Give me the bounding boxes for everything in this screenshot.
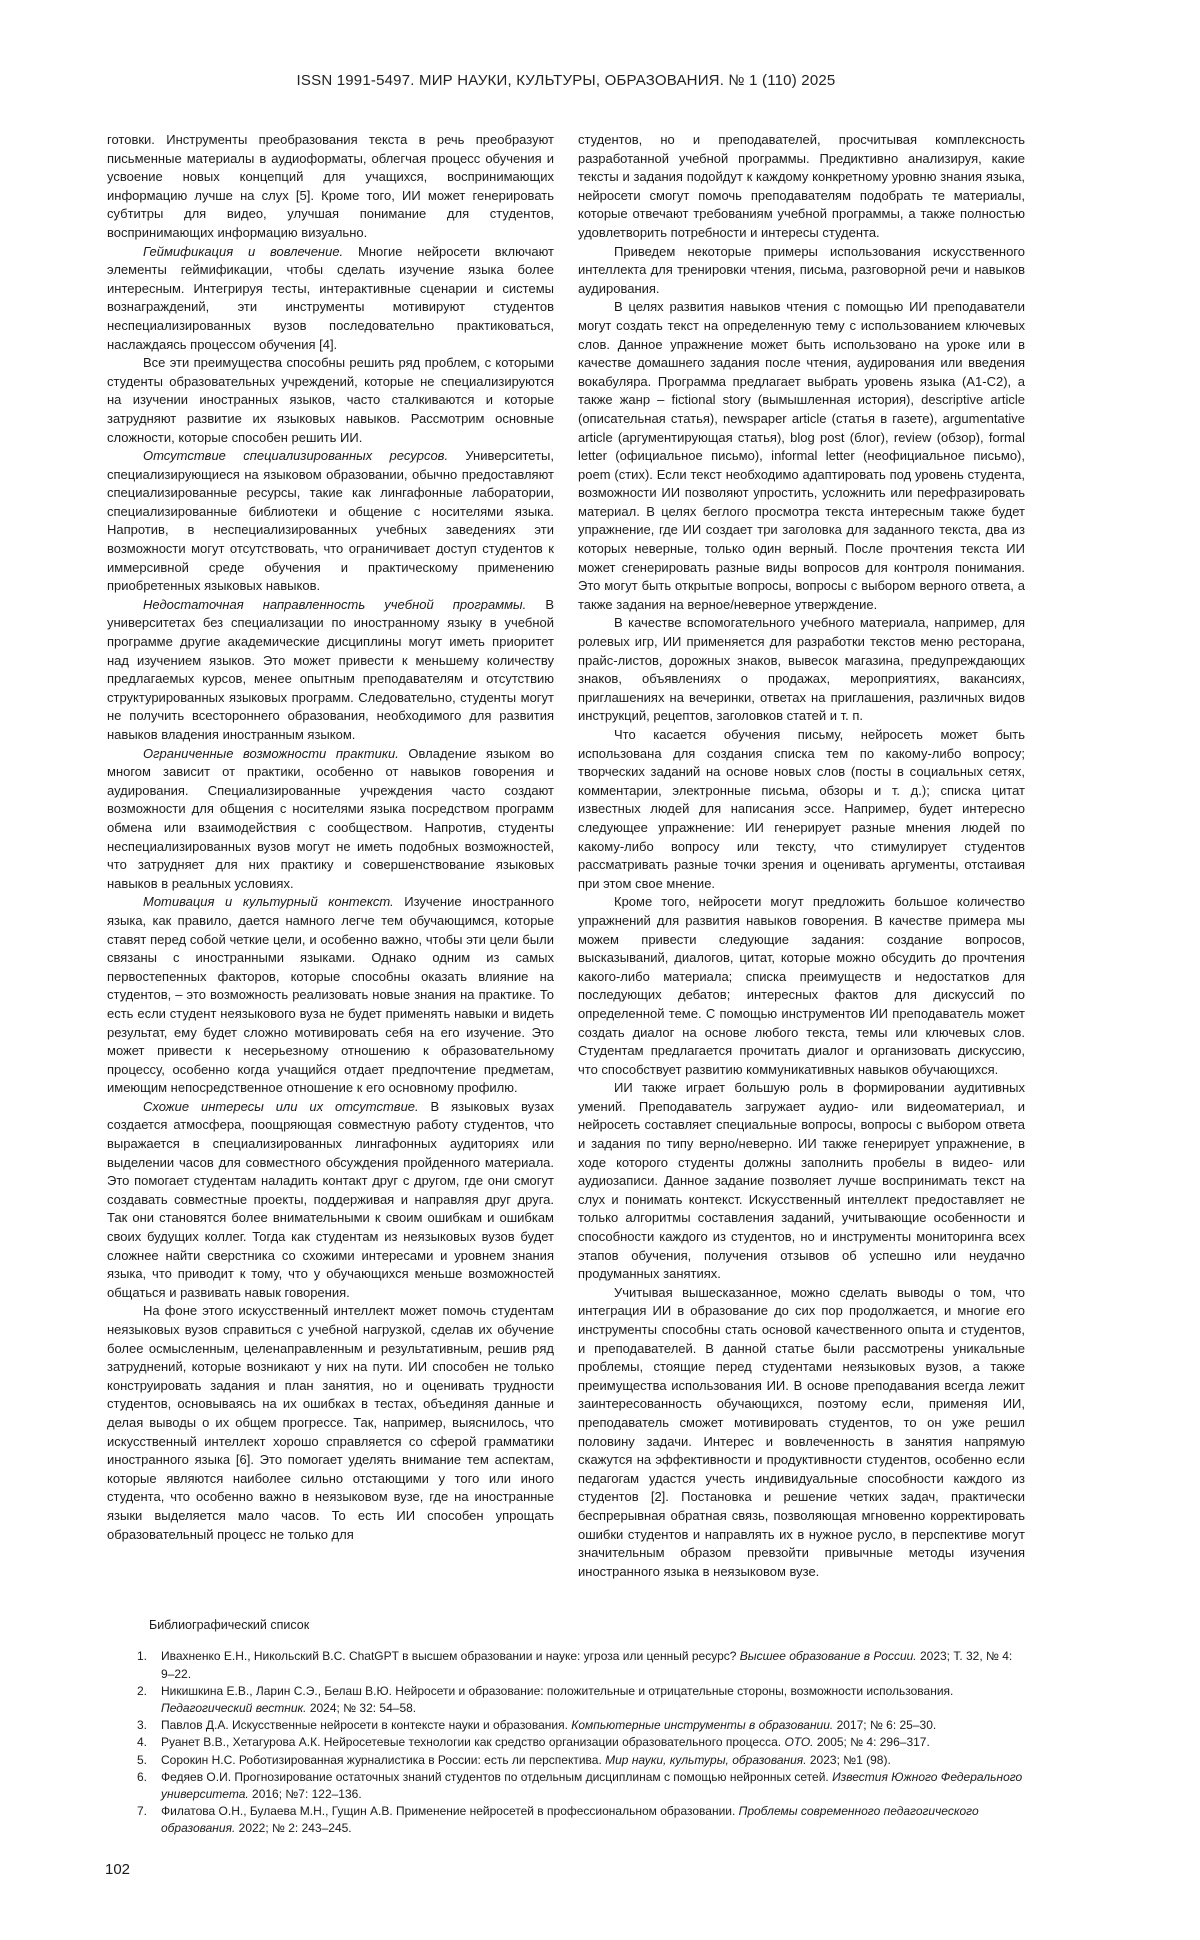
item-details: 2016; №7: 122–136.: [248, 1786, 362, 1801]
bibliography-item: [137, 1803, 1025, 1837]
item-details: 2022; № 2: 243–245.: [235, 1821, 352, 1836]
paragraph: [578, 243, 1025, 299]
paragraph-heading: Отсутствие специализированных ресурсов.: [143, 448, 449, 464]
paragraph-text: В качестве вспомогательного учебного материала, например, для ролевых игр, ИИ применяется для разработки текстов меню ресторана, прайс-листов, дорожных знаков, вывесок магазина, предупреждающих знаков, объявлениях о продажах, мероприятиях, вакансиях, приглашениях на вечеринки, ответах на приглашения, различных видов инструкций, рецептов, заголовков статей и т. п.: [578, 615, 1025, 724]
bibliography-item: [137, 1648, 1025, 1682]
paragraph: [107, 745, 554, 894]
bibliography-list: [137, 1648, 1025, 1837]
paragraph: [578, 893, 1025, 1079]
item-authors-title: Филатова О.Н., Булаева М.Н., Гущин А.В. Применение нейросетей в профессиональном образовании.: [161, 1804, 739, 1819]
right-column: [578, 131, 1025, 1581]
paragraph-text: В университетах без специализации по иностранному языку в учебной программе другие академические дисциплины могут иметь приоритет над изучением языков. Это может привести к меньшему количеству предлагаемых курсов, менее опытным преподавателям и отсутствию структурированных языковых программ. Следовательно, студенты могут не получить всестороннего образования, необходимого для развития навыков владения иностранным языком.: [107, 596, 554, 742]
paragraph: [107, 596, 554, 745]
bibliography-item: [137, 1717, 1025, 1734]
item-details: 2017; № 6: 25–30.: [833, 1718, 937, 1733]
bibliography-item: [137, 1769, 1025, 1803]
paragraph: [578, 726, 1025, 893]
paragraph: [578, 614, 1025, 726]
paragraph: [107, 354, 554, 447]
paragraph-text: готовки. Инструменты преобразования текста в речь преобразуют письменные материалы в аудиоформаты, облегчая процесс обучения и усвоение новых концепций для учащихся, воспринимающих информацию лучше на слух [5]. Кроме того, ИИ может генерировать субтитры для видео, улучшая понимание для студентов, воспринимающих информацию визуально.: [107, 132, 554, 240]
item-details: 2023; №1 (98).: [806, 1752, 891, 1767]
item-number: 1.: [137, 1649, 148, 1664]
item-journal: Высшее образование в России.: [739, 1649, 917, 1664]
paragraph-text: Овладение языком во многом зависит от практики, особенно от навыков говорения и аудирования. Специализированные учреждения часто создают возможности для общения с носителями языка посредством программ обмена или взаимодействия с сообществом. Напротив, студенты неспециализированных вузов могут не иметь подобных возможностей, что затрудняет для них практику и совершенствование языковых навыков в реальных условиях.: [107, 745, 554, 891]
item-authors-title: Павлов Д.А. Искусственные нейросети в контексте науки и образования.: [161, 1718, 572, 1733]
item-number: 6.: [137, 1769, 148, 1784]
item-journal: Проблемы современного педагогического образования.: [161, 1804, 979, 1836]
item-journal: Педагогический вестник.: [161, 1700, 307, 1715]
item-number: 4.: [137, 1735, 148, 1750]
journal-header: ISSN 1991-5497. МИР НАУКИ, КУЛЬТУРЫ, ОБРАЗОВАНИЯ. № 1 (110) 2025: [296, 72, 836, 89]
item-number: 2.: [137, 1683, 148, 1698]
item-authors-title: Федяев О.И. Прогнозирование остаточных знаний студентов по отдельным дисциплинам с помощью нейронных сетей.: [161, 1769, 833, 1784]
paragraph-text: Приведем некоторые примеры использования искусственного интеллекта для тренировки чтения, письма, разговорной речи и навыков аудирования.: [578, 243, 1025, 296]
item-authors-title: Никишкина Е.В., Ларин С.Э., Белаш В.Ю. Нейросети и образование: положительные и отрицательные стороны, возможности использования.: [161, 1683, 954, 1698]
item-details: 2024; № 32: 54–58.: [306, 1700, 417, 1715]
paragraph-text: В языковых вузах создается атмосфера, поощряющая совместную работу студентов, что выражается в специализированных лингафонных аудиториях или выделении часов для совместного обсуждения пройденного материала. Это помогает студентам наладить контакт друг с другом, где они смогут создавать совместные проекты, поддерживая и направляя друг друга. Так они становятся более внимательными к своим ошибкам и ошибкам своих будущих коллег. Тогда как студентам из неязыковых вузов будет сложнее найти сверстника со схожими интересами и уровнем знания языка, что приводит к тому, что у обучающихся меньше возможностей общаться и развивать навык говорения.: [107, 1098, 554, 1300]
item-authors-title: Сорокин Н.С. Роботизированная журналистика в России: есть ли перспектива.: [161, 1752, 606, 1767]
paragraph: [107, 1098, 554, 1303]
item-number: 7.: [137, 1804, 148, 1819]
paragraph-text: На фоне этого искусственный интеллект может помочь студентам неязыковых вузов справиться с учебной нагрузкой, сделав их обучение более осмысленным, целенаправленным и результативным, решив ряд затруднений, которые возникают у них на пути. ИИ способен не только конструировать задания и план занятия, но и оценивать трудности студентов, основываясь на их ошибках в тестах, объединяя данные и делая выводы о их общем прогрессе. Так, например, выяснилось, что искусственный интеллект хорошо справляется со сферой грамматики иностранного языка [6]. Это помогает уделять внимание тем аспектам, которые являются наиболее сильно отстающими у того или иного студента, что особенно важно в неязыковом вузе, где на иностранные языки выделяется мало часов. То есть ИИ способен упрощать образовательный процесс не только для: [107, 1303, 554, 1542]
paragraph: [107, 243, 554, 355]
paragraph-text: Изучение иностранного языка, как правило, дается намного легче тем обучающимся, которые ставят перед собой четкие цели, и особенно важно, чтобы эти цели были связаны с иностранными языками. Однако одним из самых первостепенных факторов, которые способны оказать влияние на студентов, – это возможность реализовать новые знания на практике. То есть если студент неязыкового вуза не будет применять навыки и видеть результат, ему будет сложно мотивировать себя на его изучение. Это может привести к несерьезному отношению к образовательному процессу, особенно когда учащийся отдает предпочтение предметам, имеющим непосредственное отношение к его основному профилю.: [107, 894, 554, 1096]
paragraph: [578, 1284, 1025, 1582]
paragraph-heading: Геймификация и вовлечение.: [143, 243, 344, 259]
item-journal: Мир науки, культуры, образования.: [605, 1752, 807, 1767]
bibliography-title: Библиографический список: [149, 1618, 310, 1633]
paragraph-text: В целях развития навыков чтения с помощью ИИ преподаватели могут создать текст на определенную тему с использованием ключевых слов. Данное упражнение может быть использовано на уроке или в качестве домашнего задания после чтения, аудирования или введения вокабуляра. Программа предлагает выбрать уровень языка (A1-C2), а также жанр – fictional story (вымышленная история), descriptive article (описательная статья), newspaper article (статья в газете), argumentative article (аргументирующая статья), blog post (блог), review (обзор), formal letter (официальное письмо), informal letter (неофициальное письмо), poem (стих). Если текст необходимо адаптировать под уровень студента, возможности ИИ позволяют упростить, усложнить или перефразировать материал. В целях беглого просмотра текста интересным также будет упражнение, где ИИ создает три заголовка для заданного текста, два из которых неверные, только один верный. После прочтения текста ИИ может сгенерировать разные виды вопросов для контроля понимания. Это могут быть открытые вопросы, вопросы с выбором верного ответа, а также задания на верное/неверное утверждение.: [578, 299, 1025, 612]
bibliography-item: [137, 1683, 1025, 1717]
paragraph-heading: Недостаточная направленность учебной программы.: [143, 596, 527, 612]
paragraph: [107, 893, 554, 1098]
bibliography-item: [137, 1734, 1025, 1751]
paragraph-text: студентов, но и преподавателей, просчитывая комплексность разработанной учебной программы. Предиктивно анализируя, какие тексты и задания подойдут к каждому конкретному уровню знания языка, нейросети смогут помочь преподавателям подобрать те материалы, которые отвечают требованиям учебной программы, а также полностью удовлетворить потребности и интересы студента.: [578, 132, 1025, 240]
paragraph-text: Кроме того, нейросети могут предложить большое количество упражнений для развития навыков говорения. В качестве примера мы можем привести следующие задания: создание вопросов, высказываний, диалогов, цитат, которые можно обсудить до прочтения какого-либо материала; списка преимуществ и недостатков для последующих дебатов; интересных фактов для дискуссий по определенной теме. С помощью инструментов ИИ преподаватель может создать диалог на основе любого текста, темы или ключевых слов. Студентам предлагается прочитать диалог и организовать дискуссию, что способствует развитию коммуникативных навыков обучающихся.: [578, 894, 1025, 1077]
paragraph-text: Что касается обучения письму, нейросеть может быть использована для создания списка тем по какому-либо вопросу; творческих заданий на основе новых слов (посты в социальных сетях, комментарии, электронные письма, обзоры и т. д.); списка цитат известных людей для написания эссе. Например, будет интересно следующее упражнение: ИИ генерирует разные мнения людей по какому-либо вопросу или тексту, что стимулирует студентов рассматривать разные точки зрения и оценивать аргументы, отстаивая при этом свое мнение.: [578, 727, 1025, 891]
paragraph: [578, 298, 1025, 614]
paragraph: [107, 447, 554, 596]
item-journal: Компьютерные инструменты в образовании.: [571, 1718, 834, 1733]
paragraph-text: Университеты, специализирующиеся на языковом образовании, обычно предоставляют специализированные ресурсы, такие как лингафонные лаборатории, специализированные библиотеки и общение с носителями языка. Напротив, в неспециализированных учебных заведениях эти возможности могут отсутствовать, что ограничивает доступ студентов к иммерсивной среде обучения и практическому применению приобретенных языковых навыков.: [107, 448, 554, 594]
item-number: 3.: [137, 1718, 148, 1733]
paragraph-text: Многие нейросети включают элементы геймификации, чтобы сделать изучение языка более интересным. Интегрируя тесты, интерактивные сценарии и системы вознаграждений, эти инструменты мотивируют студентов неспециализированных вузов последовательно практиковаться, наслаждаясь процессом обучения [4].: [107, 243, 554, 352]
bibliography-item: [137, 1752, 1025, 1769]
paragraph-text: ИИ также играет большую роль в формировании аудитивных умений. Преподаватель загружает аудио- или видеоматериал, и нейросеть составляет специальные вопросы, вопросы с выбором ответа и задания по типу верно/неверно. ИИ также генерирует упражнение, в ходе которого студенты должны заполнить пробелы в видео- или аудиозаписи. Данное задание позволяет лучше воспринимать текст на слух и понимать контекст. Искусственный интеллект предоставляет не только алгоритмы составления заданий, учитывающие особенности и способности каждого из студентов, но и инструменты мониторинга всех этапов обучения, получения отзывов об успешно или неудачно продуманных занятиях.: [578, 1080, 1025, 1282]
page-number: 102: [105, 1860, 131, 1878]
item-journal: ОТО.: [784, 1735, 814, 1750]
paragraph: [578, 1079, 1025, 1284]
paragraph: [107, 131, 554, 243]
item-details: 2005; № 4: 296–317.: [813, 1735, 930, 1750]
paragraph: [107, 1302, 554, 1544]
item-number: 5.: [137, 1752, 148, 1767]
paragraph-text: Учитывая вышесказанное, можно сделать выводы о том, что интеграция ИИ в образование до сих пор продолжается, и многие его инструменты способны стать основой качественного опыта и студентов, и преподавателей. В данной статье были рассмотрены уникальные проблемы, стоящие перед студентами неязыковых вузов, а также преимущества использования ИИ. В основе преподавания всегда лежит заинтересованность обучающихся, поэтому если, применяя ИИ, преподаватель сможет мотивировать студентов, то он уже решил половину задачи. Интерес и вовлеченность в занятия напрямую скажутся на эффективности и продуктивности студентов, особенно если педагогам удастся учесть индивидуальные способности каждого из студентов [2]. Постановка и решение четких задач, практически беспрерывная обратная связь, позволяющая мгновенно корректировать ошибки студентов и направлять их в нужное русло, в перспективе могут значительным образом превзойти привычные методы изучения иностранного языка в неязыковом вузе.: [578, 1284, 1025, 1579]
item-authors-title: Ивахненко Е.Н., Никольский В.С. ChatGPT в высшем образовании и науке: угроза или ценный ресурс?: [161, 1649, 740, 1664]
paragraph-text: Все эти преимущества способны решить ряд проблем, с которыми студенты образовательных учреждений, которые не специализируются на изучении иностранных языков, часто сталкиваются и которые затрудняют развитие их языковых навыков. Рассмотрим основные сложности, которые способен решить ИИ.: [107, 355, 554, 445]
paragraph: [578, 131, 1025, 243]
left-column: [107, 131, 554, 1544]
paragraph-heading: Ограниченные возможности практики.: [143, 745, 399, 761]
paragraph-heading: Мотивация и культурный контекст.: [143, 894, 394, 910]
paragraph-heading: Схожие интересы или их отсутствие.: [143, 1098, 419, 1114]
item-details: 2023; Т. 32, № 4: 9–22.: [161, 1649, 1013, 1681]
article-body: [107, 131, 1025, 1581]
item-authors-title: Руанет В.В., Хетагурова А.К. Нейросетевые технологии как средство организации образовательного процесса.: [161, 1735, 785, 1750]
item-journal: Известия Южного Федерального университета.: [161, 1769, 1023, 1801]
